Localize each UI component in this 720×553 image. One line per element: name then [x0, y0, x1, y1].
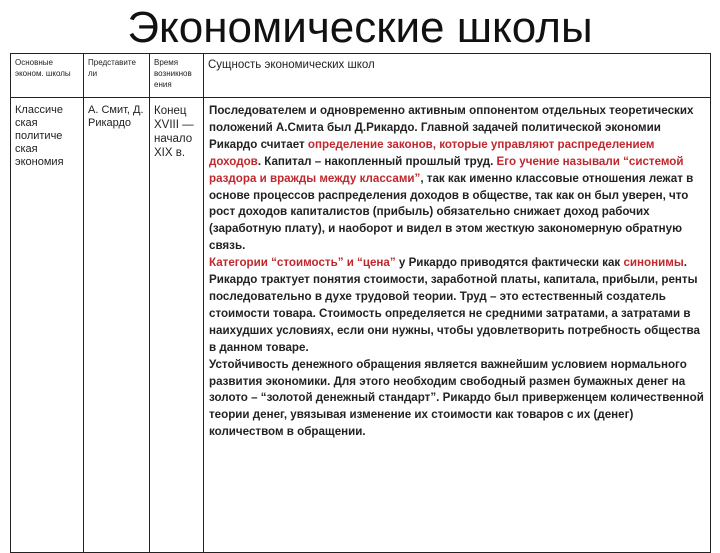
p1-text-2: . Капитал – накопленный прошлый труд. [257, 154, 497, 168]
table-header-row [11, 54, 711, 98]
essence-paragraph-3: Рикардо трактует понятия стоимости, заработной платы, капитала, прибыли, ренты последовательно в духе трудовой теории. Труд – это естественный создатель стоимости товара. Стоимость определяется не средними затратами, а затратами в наихудших условиях, если они нужны, чтобы удовлетворить потребность общества в данном товаре. [209, 273, 700, 354]
p1-highlight-1: определение законов, которые управляют распределением доходов [209, 137, 655, 168]
p1-text-1: Последователем и одновременно активным оппонентом отдельных теоретических положений А.Смита был Д.Рикардо. Главной задачей политической экономии Рикардо считает [209, 104, 694, 151]
essence-paragraph-1 [209, 103, 706, 255]
p2-highlight-1: Категории “стоимость” и “цена” [209, 256, 396, 270]
cell-school-name: Классиче ская политиче ская экономия [11, 98, 84, 553]
page-title: Экономические школы [127, 3, 593, 52]
p2-text-1: у Рикардо приводятся фактически как [395, 256, 624, 270]
p1-highlight-2: Его учение называли “системой раздора и вражды между классами” [209, 154, 684, 185]
essence-paragraph-2 [209, 255, 706, 272]
cell-time: Конец XVIII — начало XIX в. [150, 98, 204, 553]
schools-table [10, 53, 711, 553]
p1-text-3: , так как именно классовые отношения лежат в основе процессов распределения доходов в обществе, так как он был уверен, что рост доходов капиталистов (прибыль) обязательно снижает доход рабочих (заработную плату), и наоборот и видел в этом жесткую закономерную обратную связь. [209, 171, 694, 253]
header-cell-essence: Сущность экономических школ [204, 54, 711, 98]
header-cell-representatives: Представите ли [84, 54, 150, 98]
header-cell-schools: Основные эконом. школы [11, 54, 84, 98]
p2-highlight-2: синонимы [623, 256, 684, 270]
p2-text-2: . [683, 256, 687, 270]
table-row [11, 98, 711, 553]
cell-essence [204, 98, 711, 553]
essence-paragraph-4: Устойчивость денежного обращения является важнейшим условием нормального развития экономики. Для этого необходим свободный размен бумажных денег на золото – “золотой денежный стандарт”. Рикардо был приверженцем количественной теории денег, увязывая изменение их стоимости как товаров с их (денег) количеством в обращении. [209, 357, 704, 439]
header-cell-time: Время возникнов ения [150, 54, 204, 98]
cell-representatives: А. Смит, Д. Рикардо [84, 98, 150, 553]
